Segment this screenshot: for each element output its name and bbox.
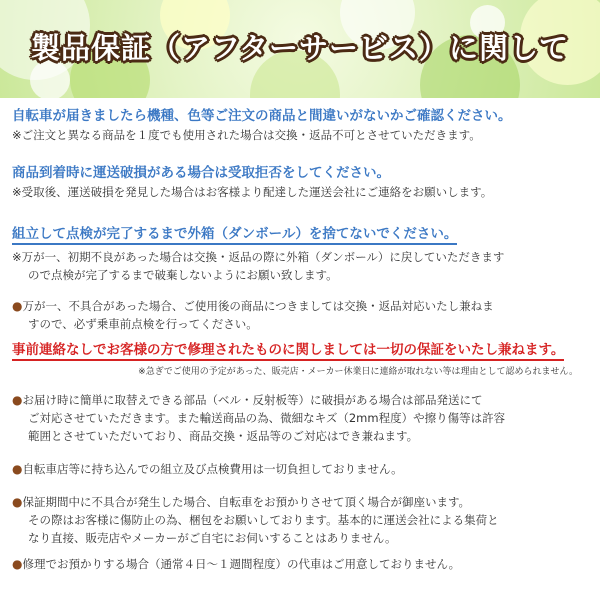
text-line: その際はお客様に傷防止の為、梱包をお願いしております。基本的に運送会社による集荷と [28,513,499,527]
text-line: ●お届け時に簡単に取替えできる部品（ベル・反射板等）に破損がある場合は部品発送にて [12,393,483,407]
section-heading-keep-box: 組立して点検が完了するまで外箱（ダンボール）を捨てないでください。 [12,222,457,245]
text-line: ※万が一、初期不良があった場合は交換・返品の際に外箱（ダンボール）に戻していただきます [12,250,505,264]
paragraph-warranty-repair [12,493,592,547]
text-line: ●万が一、不具合があった場合、ご使用後の商品につきましては交換・返品対応いたし兼ねま [12,299,494,313]
page-title: 製品保証（アフターサービス）に関して [31,31,569,65]
text-line: 範囲とさせていただいており、商品交換・返品等のご対応はでき兼ねます。 [28,429,419,443]
warning-no-warranty: 事前連絡なしでお客様の方で修理されたものに関しましては一切の保証をいたし兼ねます。 [12,338,564,361]
section-note-keep-box [12,248,592,284]
paragraph-replaceable-parts [12,391,592,445]
text-line: ●自転車店等に持ち込んでの組立及び点検費用は一切負担しておりません。 [12,462,403,476]
bullet-icon: ● [12,557,23,571]
text-line: すので、必ず乗車前点検を行ってください。 [28,317,258,331]
section-note-check-order: ※ご注文と異なる商品を１度でも使用された場合は交換・返品不可とさせていただきます。 [12,128,481,142]
bullet-icon: ● [12,299,23,313]
text-line: ●保証期間中に不具合が発生した場合、自転車をお預かりさせて頂く場合が御座います。 [12,495,471,509]
paragraph-shop-assembly [12,460,592,478]
text-line: なり直接、販売店やメーカーがご自宅にお伺いすることはありません。 [28,531,397,545]
text-line: ので点検が完了するまで破棄しないようにお願い致します。 [28,268,338,282]
bullet-icon: ● [12,393,23,407]
text-line: ご対応させていただきます。また輸送商品の為、微細なキズ（2mm程度）や擦り傷等は許容 [28,411,506,425]
bullet-icon: ● [12,495,23,509]
section-heading-refuse-damaged: 商品到着時に運送破損がある場合は受取拒否をしてください。 [12,165,390,181]
section-note-refuse-damaged: ※受取後、運送破損を発見した場合はお客様より配達した運送会社にご連絡をお願いします。 [12,185,493,199]
paragraph-defect-after-use [12,297,592,333]
warning-footnote: ※急ぎでご使用の予定があった、販売店・メーカー休業日に連絡が取れない等は理由として認められません。 [138,367,578,377]
paragraph-loaner-bike [12,555,592,573]
text-line: ●修理でお預かりする場合（通常４日～１週間程度）の代車はご用意しておりません。 [12,557,461,571]
header-banner [0,0,600,98]
bullet-icon: ● [12,462,23,476]
section-heading-check-order: 自転車が届きましたら機種、色等ご注文の商品と間違いがないかご確認ください。 [12,108,512,124]
